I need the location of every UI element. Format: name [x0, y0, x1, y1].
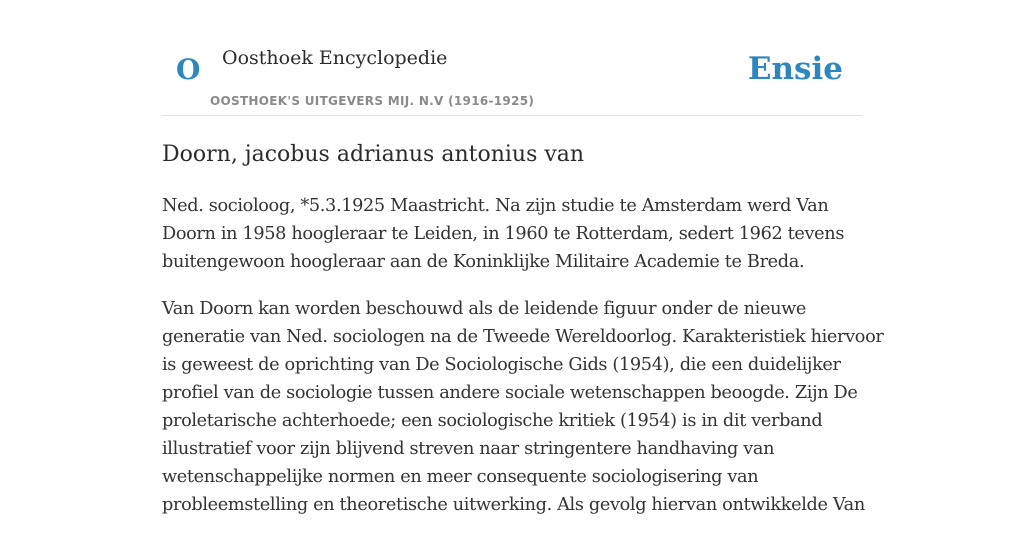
ensie-brand-logo[interactable]: Ensie: [747, 51, 843, 87]
paragraph-line: wetenschappelijke normen en meer consequente sociologisering van: [162, 467, 759, 487]
paragraph-line: profiel van de sociologie tussen andere sociale wetenschappen beoogde. Zijn De: [162, 383, 858, 403]
source-logo[interactable]: O: [176, 53, 201, 86]
paragraph-line: illustratief voor zijn blijvend streven naar stringentere handhaving van: [162, 439, 775, 459]
paragraph-line: Doorn in 1958 hoogleraar te Leiden, in 1960 te Rotterdam, sedert 1962 tevens: [162, 224, 845, 244]
paragraph-line: buitengewoon hoogleraar aan de Koninklijke Militaire Academie te Breda.: [162, 252, 805, 272]
article-paragraph-1: [162, 192, 862, 276]
article-title: Doorn, jacobus adrianus antonius van: [162, 142, 585, 167]
paragraph-line: generatie van Ned. sociologen na de Tweede Wereldoorlog. Karakteristiek hiervoor: [162, 327, 884, 347]
article-card: [162, 0, 884, 515]
paragraph-line: Ned. socioloog, *5.3.1925 Maastricht. Na zijn studie te Amsterdam werd Van: [162, 196, 829, 216]
paragraph-line: proletarische achterhoede; een sociologische kritiek (1954) is in dit verband: [162, 411, 823, 431]
source-publisher: OOSTHOEK'S UITGEVERS MIJ. N.V (1916-1925): [210, 94, 535, 108]
source-title[interactable]: Oosthoek Encyclopedie: [222, 47, 448, 69]
paragraph-line: probleemstelling en theoretische uitwerking. Als gevolg hiervan ontwikkelde Van: [162, 495, 865, 515]
article-paragraph-2: [162, 295, 884, 519]
source-header: [162, 0, 862, 116]
paragraph-line: is geweest de oprichting van De Sociologische Gids (1954), die een duidelijker: [162, 355, 841, 375]
paragraph-line: Van Doorn kan worden beschouwd als de leidende figuur onder de nieuwe: [162, 299, 807, 319]
article-body: [162, 192, 884, 538]
